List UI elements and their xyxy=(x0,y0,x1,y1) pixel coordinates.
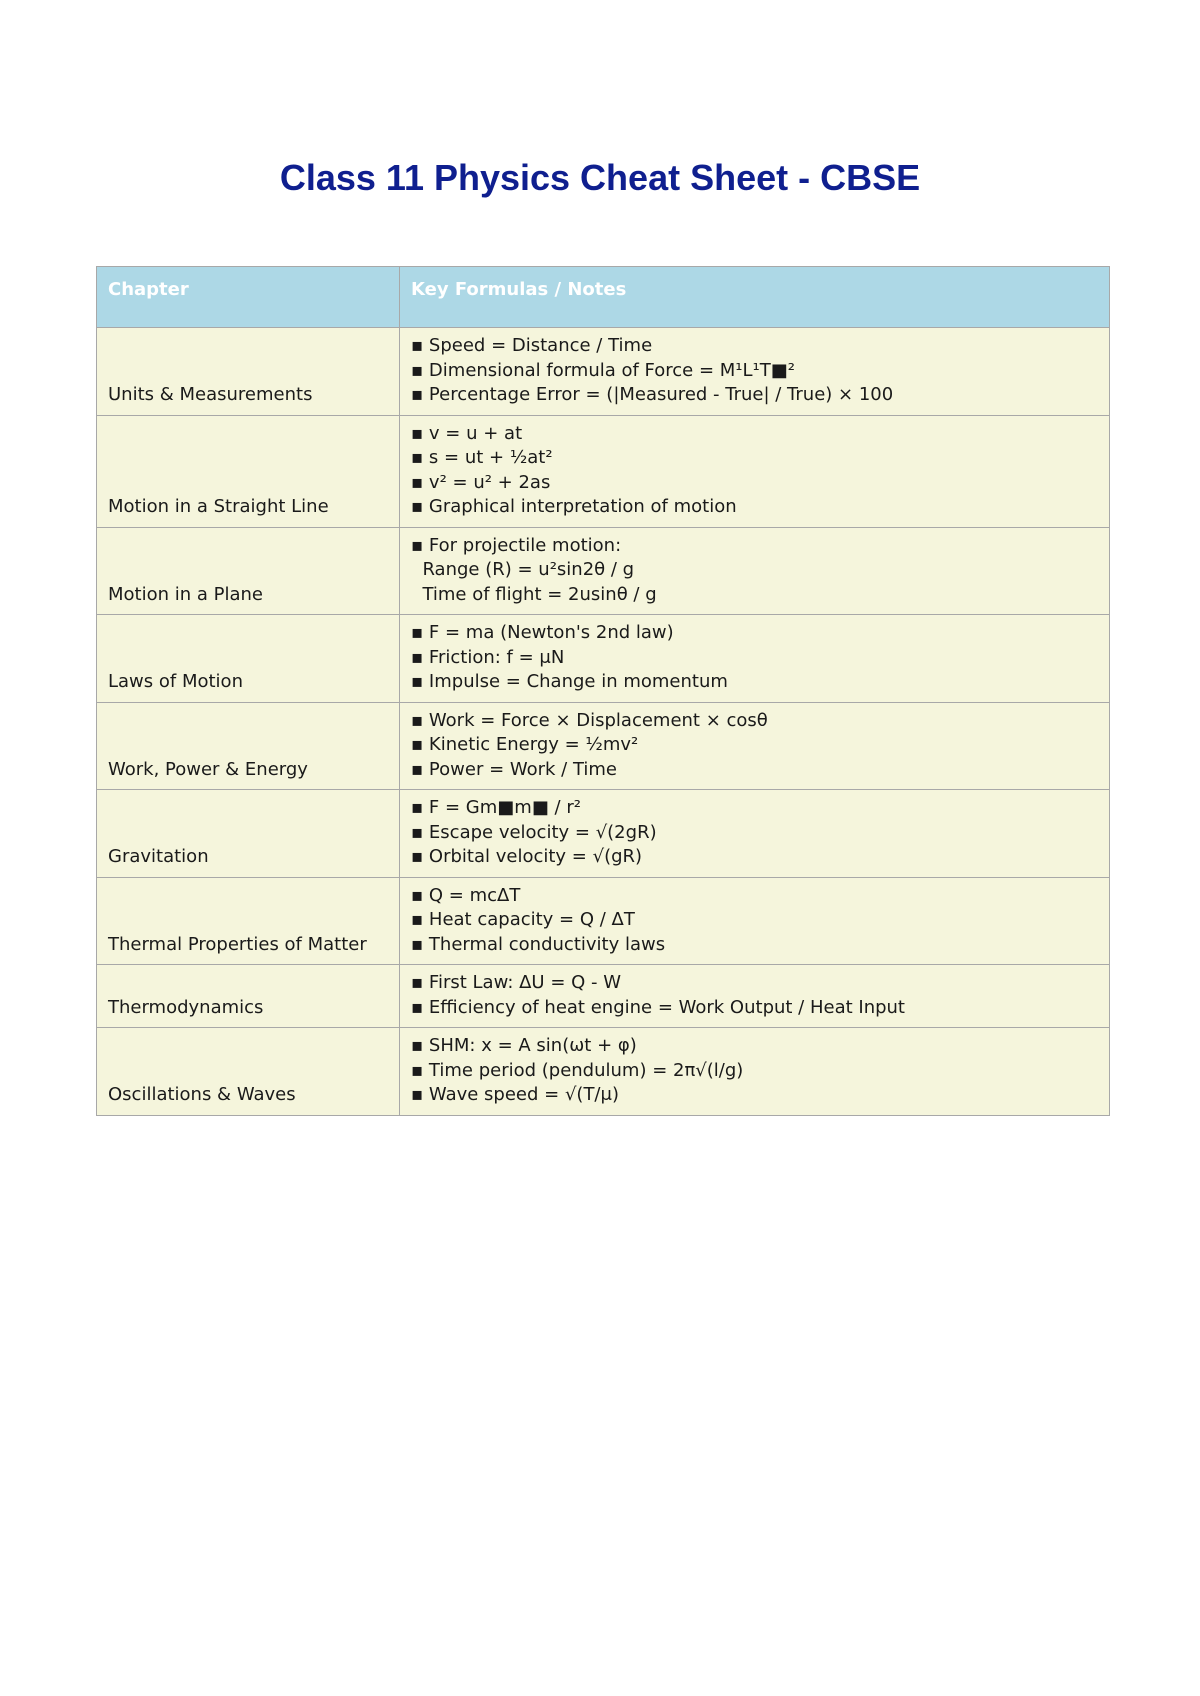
formula-line: ▪ Speed = Distance / Time xyxy=(411,335,653,356)
formula-line: ▪ Thermal conductivity laws xyxy=(411,933,666,955)
chapter-cell: Units & Measurements xyxy=(97,328,400,416)
table-row xyxy=(97,877,1110,965)
formula-line: ▪ Wave speed = √(T/μ) xyxy=(411,1084,619,1105)
formula-line: ▪ Time period (pendulum) = 2π√(l/g) xyxy=(411,1059,744,1081)
chapter-cell: Thermodynamics xyxy=(97,965,400,1028)
formula-line: ▪ SHM: x = A sin(ωt + φ) xyxy=(411,1035,637,1056)
formula-line: ▪ v = u + at xyxy=(411,422,523,444)
chapter-cell: Oscillations & Waves xyxy=(97,1028,400,1116)
formula-line: ▪ F = Gm■m■ / r² xyxy=(411,797,581,818)
chapter-cell: Motion in a Straight Line xyxy=(97,415,400,527)
formula-line: ▪ Impulse = Change in momentum xyxy=(411,671,728,692)
notes-cell xyxy=(400,790,1110,878)
formula-line: ▪ Kinetic Energy = ½mv² xyxy=(411,734,639,755)
table-row xyxy=(97,527,1110,615)
table-row xyxy=(97,790,1110,878)
formula-line: ▪ Orbital velocity = √(gR) xyxy=(411,846,643,867)
formula-table xyxy=(96,266,1110,1116)
chapter-cell: Motion in a Plane xyxy=(97,527,400,615)
notes-cell xyxy=(400,702,1110,790)
table-row xyxy=(97,415,1110,527)
notes-cell xyxy=(400,615,1110,703)
formula-line: ▪ First Law: ΔU = Q - W xyxy=(411,972,622,993)
table-row xyxy=(97,328,1110,416)
formula-line: Range (R) = u²sin2θ / g xyxy=(411,559,635,580)
chapter-cell: Work, Power & Energy xyxy=(97,702,400,790)
notes-cell xyxy=(400,328,1110,416)
formula-line: ▪ Dimensional formula of Force = M¹L¹T■² xyxy=(411,359,795,381)
formula-line: ▪ Efficiency of heat engine = Work Output / Heat Input xyxy=(411,996,905,1018)
notes-cell xyxy=(400,1028,1110,1116)
formula-line: ▪ F = ma (Newton's 2nd law) xyxy=(411,622,674,643)
formula-line: ▪ Escape velocity = √(2gR) xyxy=(411,821,657,843)
notes-cell xyxy=(400,415,1110,527)
formula-line: ▪ Work = Force × Displacement × cosθ xyxy=(411,709,768,731)
formula-line: ▪ Graphical interpretation of motion xyxy=(411,496,737,517)
formula-line: ▪ For projectile motion: xyxy=(411,534,622,556)
table-row xyxy=(97,1028,1110,1116)
formula-line: ▪ Q = mcΔT xyxy=(411,884,521,906)
formula-line: ▪ v² = u² + 2as xyxy=(411,471,551,493)
formula-line: ▪ Percentage Error = (|Measured - True| / True) × 100 xyxy=(411,384,894,405)
table-header-row xyxy=(97,267,1110,328)
notes-cell xyxy=(400,527,1110,615)
notes-cell xyxy=(400,965,1110,1028)
notes-cell xyxy=(400,877,1110,965)
formula-line: ▪ Power = Work / Time xyxy=(411,758,618,780)
formula-line: ▪ s = ut + ½at² xyxy=(411,447,553,468)
formula-line: ▪ Friction: f = μN xyxy=(411,646,565,668)
table-body xyxy=(97,328,1110,1116)
chapter-cell: Gravitation xyxy=(97,790,400,878)
formula-line: ▪ Heat capacity = Q / ΔT xyxy=(411,909,635,930)
chapter-cell: Thermal Properties of Matter xyxy=(97,877,400,965)
page-title: Class 11 Physics Cheat Sheet - CBSE xyxy=(279,157,921,198)
header-key-formulas: Key Formulas / Notes xyxy=(400,267,1110,328)
header-chapter: Chapter xyxy=(97,267,400,328)
table-row xyxy=(97,965,1110,1028)
table-row xyxy=(97,702,1110,790)
chapter-cell: Laws of Motion xyxy=(97,615,400,703)
table-row xyxy=(97,615,1110,703)
formula-line: Time of flight = 2usinθ / g xyxy=(411,583,657,605)
